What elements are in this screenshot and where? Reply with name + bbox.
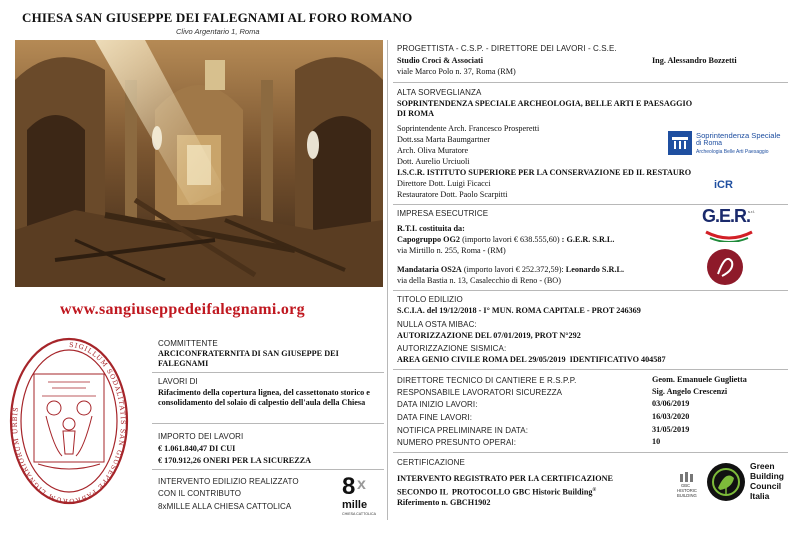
divider [393, 369, 788, 370]
sorveglianza-label: ALTA SORVEGLIANZA [397, 88, 482, 97]
cantiere-row-value: Sig. Angelo Crescenzi [652, 387, 728, 396]
gbc-historic-text1: GBC [681, 483, 691, 488]
sismica-value: AREA GENIO CIVILE ROMA DEL 29/05/2019 IDENTIFICATIVO 404587 [397, 355, 666, 364]
gbc-italia-text2: Building [750, 471, 784, 481]
8xmille-logo [340, 475, 384, 519]
ger-logo [700, 206, 758, 244]
progettista-engineer: Ing. Alessandro Bozzetti [652, 56, 737, 65]
certificazione-line1: INTERVENTO REGISTRATO PER LA CERTIFICAZIONE [397, 474, 613, 483]
certificazione-line2 [397, 486, 596, 498]
8xmille-logo-small: CHIESA CATTOLICA [342, 512, 377, 516]
seal-ring-text: SIGILLUM SODALITATIS SAN GIUSEPPE FABRORUM LIGNARIORUM URBIS [10, 340, 127, 506]
divider [393, 204, 788, 205]
capogruppo-line [397, 235, 614, 245]
cantiere-row-value: 31/05/2019 [652, 425, 690, 434]
leonardo-logo-icon [706, 248, 744, 286]
committente-name: ARCICONFRATERNITA DI SAN GIUSEPPE DEI FALEGNAMI [158, 349, 339, 368]
sorveglianza-person: Arch. Oliva Muratore [397, 146, 469, 155]
importo-total: € 1.061.840,47 DI CUI [158, 444, 236, 453]
contributo-line2: CON IL CONTRIBUTO [158, 489, 242, 498]
8xmille-logo-word: mille [342, 499, 368, 511]
mandataria-label: Mandataria OS2A [397, 265, 462, 274]
cantiere-row-label: NOTIFICA PRELIMINARE IN DATA: [397, 426, 529, 435]
mandataria-address: via della Bastia n. 13, Casalecchio di Reno - (BO) [397, 276, 561, 285]
mibac-label: NULLA OSTA MIBAC: [397, 320, 477, 329]
cantiere-row-label: NUMERO PRESUNTO OPERAI: [397, 438, 517, 447]
8xmille-logo-digit: 8 [342, 473, 356, 500]
iscr-person: Restauratore Dott. Paolo Scarpitti [397, 190, 508, 199]
icr-logo-text: iCR [714, 179, 733, 191]
cantiere-row-value: 16/03/2020 [652, 412, 690, 421]
column-divider [387, 40, 388, 520]
committente-label: COMMITTENTE [158, 339, 218, 348]
leonardo-logo [706, 248, 744, 286]
capogruppo-name: : G.E.R. S.R.L. [559, 235, 615, 244]
capogruppo-label: Capogruppo OG2 [397, 235, 461, 244]
certificazione-line2-text: SECONDO IL PROTOCOLLO GBC Historic Building [397, 487, 593, 497]
certificazione-label: CERTIFICAZIONE [397, 458, 465, 467]
gbc-historic-icon [679, 470, 695, 482]
8xmille-logo-x: x [357, 476, 366, 493]
gbc-historic-text3: BUILDING [677, 493, 697, 498]
lavori-label: LAVORI DI [158, 377, 198, 386]
cantiere-row-value: 03/06/2019 [652, 399, 690, 408]
soprintendenza-logo-text1: Soprintendenza Speciale [696, 131, 781, 140]
cantiere-row-label: DATA INIZIO LAVORI: [397, 400, 478, 409]
divider [152, 372, 384, 373]
contributo-line3: 8xMILLE ALLA CHIESA CATTOLICA [158, 502, 292, 511]
sorveglianza-person: Dott.ssa Marta Baumgartner [397, 135, 490, 144]
soprintendenza-name: SOPRINTENDENZA SPECIALE ARCHEOLOGIA, BELLE ARTI E PAESAGGIO [397, 99, 693, 108]
progettista-address: viale Marco Polo n. 37, Roma (RM) [397, 67, 516, 76]
gbc-italia-icon [706, 462, 746, 502]
ger-logo-sub: s.r.l. [748, 209, 756, 214]
soprintendenza-logo [668, 131, 793, 159]
gbc-italia-text3: Council [750, 481, 782, 491]
mandataria-amount: (importo lavori € 252.372,59): [461, 265, 566, 274]
progettista-label: PROGETTISTA - C.S.P. - DIRETTORE DEI LAVORI - C.S.E. [397, 44, 617, 53]
divider [393, 452, 788, 453]
mandataria-line [397, 265, 624, 275]
sorveglianza-person: Soprintendente Arch. Francesco Prosperetti [397, 124, 540, 133]
importo-label: IMPORTO DEI LAVORI [158, 432, 244, 441]
website-link[interactable]: www.sangiuseppedeifalegnami.org [60, 301, 305, 318]
soprintendenza-name-2: DI ROMA [397, 109, 435, 118]
ger-logo-swoosh [704, 228, 754, 242]
confraternity-seal [8, 336, 130, 506]
certificazione-reference: Riferimento n. GBCH1902 [397, 498, 491, 507]
titolo-value: S.C.I.A. del 19/12/2018 - I° MUN. ROMA CAPITALE - PROT 246369 [397, 306, 641, 315]
page-title: CHIESA SAN GIUSEPPE DEI FALEGNAMI AL FORO ROMANO [22, 10, 413, 25]
titolo-label: TITOLO EDILIZIO [397, 295, 463, 304]
mandataria-name: Leonardo S.R.L. [565, 265, 624, 274]
gbc-italia-logo [706, 462, 796, 508]
icr-logo [712, 177, 742, 199]
cantiere-row-value: Geom. Emanuele Guglietta [652, 375, 747, 384]
gbc-italia-text1: Green [750, 461, 775, 471]
divider [393, 82, 788, 83]
gbc-historic-logo [674, 470, 700, 500]
capogruppo-amount: (importo lavori € 638.555,60) [460, 235, 560, 244]
address-subtitle: Clivo Argentario 1, Roma [176, 27, 260, 36]
divider [152, 423, 384, 424]
impresa-label: IMPRESA ESECUTRICE [397, 209, 489, 218]
gbc-historic-text2: HISTORIC [677, 488, 697, 493]
divider [152, 469, 384, 470]
cantiere-row-label: DATA FINE LAVORI: [397, 413, 473, 422]
contributo-line1: INTERVENTO EDILIZIO REALIZZATO [158, 477, 299, 486]
sismica-label: AUTORIZZAZIONE SISMICA: [397, 344, 507, 353]
registered-mark: ® [592, 488, 597, 493]
mibac-value: AUTORIZZAZIONE DEL 07/01/2019, PROT N°292 [397, 331, 581, 340]
iscr-person: Direttore Dott. Luigi Ficacci [397, 179, 491, 188]
iscr-name: I.S.C.R. ISTITUTO SUPERIORE PER LA CONSERVAZIONE ED IL RESTAURO [397, 168, 692, 177]
lavori-description: Rifacimento della copertura lignea, del cassettonato storico e consolidamento del solaio di calpestio dell'aula della Chiesa [158, 388, 370, 407]
divider [393, 290, 788, 291]
soprintendenza-logo-text2: di Roma [696, 140, 723, 147]
capogruppo-address: via Mirtillo n. 255, Roma - (RM) [397, 246, 506, 255]
soprintendenza-logo-icon [668, 131, 692, 155]
cantiere-row-value: 10 [652, 437, 661, 446]
importo-sicurezza: € 170.912,26 ONERI PER LA SICUREZZA [158, 456, 312, 465]
progettista-studio: Studio Croci & Associati [397, 56, 484, 65]
rti-label: R.T.I. costituita da: [397, 224, 465, 233]
cantiere-row-label: RESPONSABILE LAVORATORI SICUREZZA [397, 388, 563, 397]
gbc-italia-text4: Italia [750, 491, 770, 501]
sorveglianza-person: Dott. Aurelio Urciuoli [397, 157, 470, 166]
cantiere-row-label: DIRETTORE TECNICO DI CANTIERE E R.S.P.P. [397, 376, 577, 385]
church-interior-photo [15, 40, 383, 287]
soprintendenza-logo-text3: Archeologia Belle Arti Paesaggio [696, 149, 769, 155]
ger-logo-text: G.E.R. [702, 206, 751, 226]
